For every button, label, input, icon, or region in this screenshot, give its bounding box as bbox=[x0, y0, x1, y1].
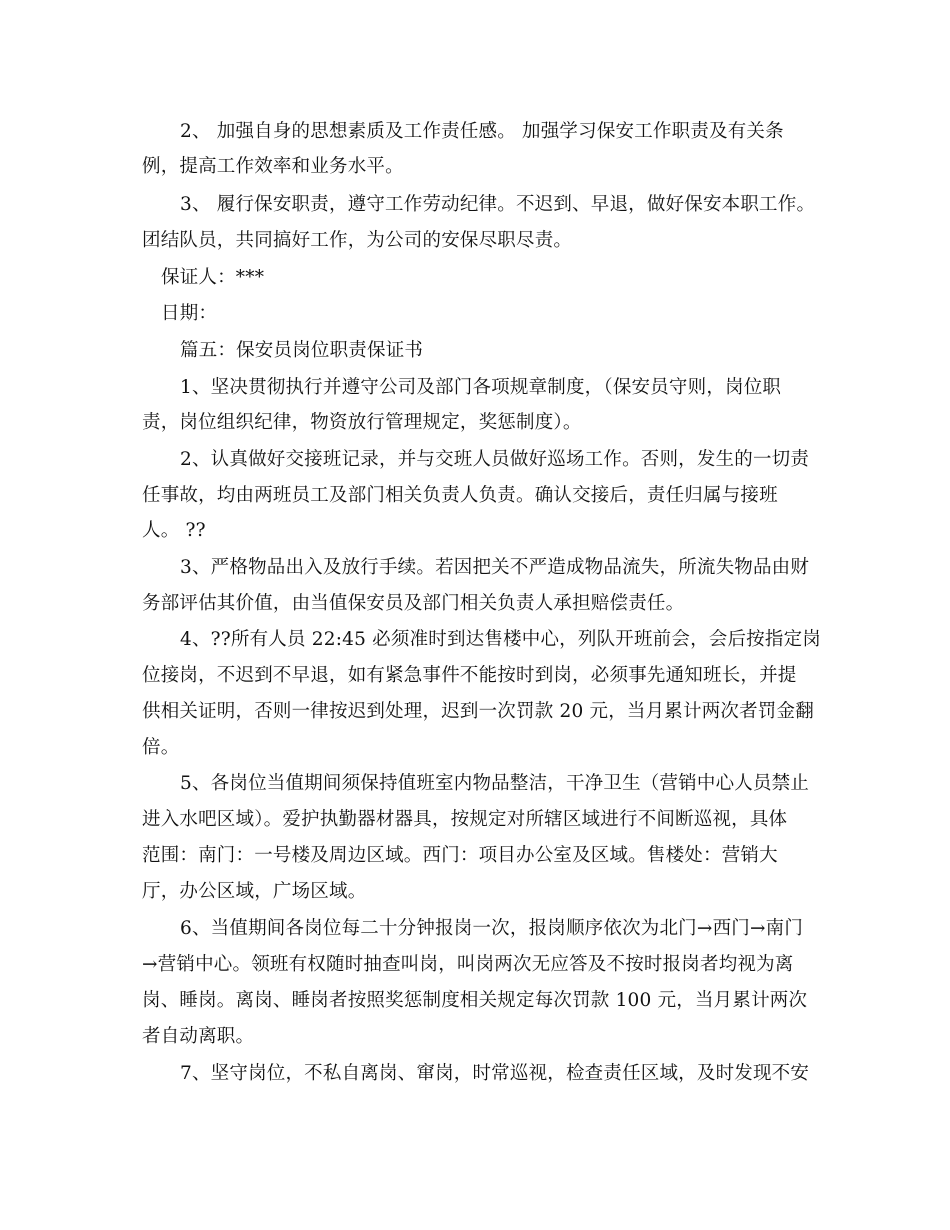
paragraph-line: 厅，办公区域，广场区域。 bbox=[142, 881, 367, 902]
date-line: 日期： bbox=[161, 303, 218, 324]
guarantor-line: 保证人：*** bbox=[161, 267, 265, 288]
paragraph-line: 4、??所有人员 22:45 必须准时到达售楼中心，列队开班前会，会后按指定岗 bbox=[180, 629, 821, 650]
paragraph-line: 2、 加强自身的思想素质及工作责任感。 加强学习保安工作职责及有关条 bbox=[180, 121, 784, 142]
paragraph-line: 岗、睡岗。离岗、睡岗者按照奖惩制度相关规定每次罚款 100 元，当月累计两次 bbox=[142, 990, 808, 1011]
paragraph-line: 5、各岗位当值期间须保持值班室内物品整洁，干净卫生（营销中心人员禁止 bbox=[180, 773, 810, 794]
paragraph-line: 6、当值期间各岗位每二十分钟报岗一次，报岗顺序依次为北门→西门→南门 bbox=[180, 918, 804, 939]
paragraph-line: 例，提高工作效率和业务水平。 bbox=[142, 156, 404, 177]
paragraph-line: 责，岗位组织纪律，物资放行管理规定，奖惩制度）。 bbox=[142, 412, 582, 433]
paragraph-line: 范围：南门：一号楼及周边区域。西门：项目办公室及区域。售楼处：营销大 bbox=[142, 845, 778, 866]
paragraph-line: 务部评估其价值，由当值保安员及部门相关负责人承担赔偿责任。 bbox=[142, 593, 685, 614]
paragraph-line: 人。 ?? bbox=[142, 520, 206, 541]
paragraph-line: 3、 履行保安职责，遵守工作劳动纪律。不迟到、早退，做好保安本职工作。 bbox=[180, 194, 816, 215]
paragraph-line: 倍。 bbox=[142, 737, 180, 758]
paragraph-line: 3、严格物品出入及放行手续。若因把关不严造成物品流失，所流失物品由财 bbox=[180, 557, 810, 578]
paragraph-line: 位接岗，不迟到不早退，如有紧急事件不能按时到岗，必须事先通知班长，并提 bbox=[142, 665, 797, 686]
section-heading: 篇五：保安员岗位职责保证书 bbox=[180, 340, 424, 361]
paragraph-line: →营销中心。领班有权随时抽查叫岗，叫岗两次无应答及不按时报岗者均视为离 bbox=[142, 954, 794, 975]
paragraph-line: 1、坚决贯彻执行并遵守公司及部门各项规章制度，（保安员守则，岗位职 bbox=[180, 377, 782, 398]
paragraph-line: 2、认真做好交接班记录，并与交班人员做好巡场工作。否则，发生的一切责 bbox=[180, 449, 810, 470]
paragraph-line: 任事故，均由两班员工及部门相关负责人负责。确认交接后，责任归属与接班 bbox=[142, 485, 778, 506]
paragraph-line: 进入水吧区域）。爱护执勤器材器具，按规定对所辖区域进行不间断巡视，具体 bbox=[142, 809, 788, 830]
paragraph-line: 团结队员，共同搞好工作，为公司的安保尽职尽责。 bbox=[142, 230, 573, 251]
paragraph-line: 7、坚守岗位，不私自离岗、窜岗，时常巡视，检查责任区域，及时发现不安 bbox=[180, 1063, 810, 1084]
paragraph-line: 供相关证明，否则一律按迟到处理，迟到一次罚款 20 元，当月累计两次者罚金翻 bbox=[142, 701, 814, 722]
paragraph-line: 者自动离职。 bbox=[142, 1026, 255, 1047]
